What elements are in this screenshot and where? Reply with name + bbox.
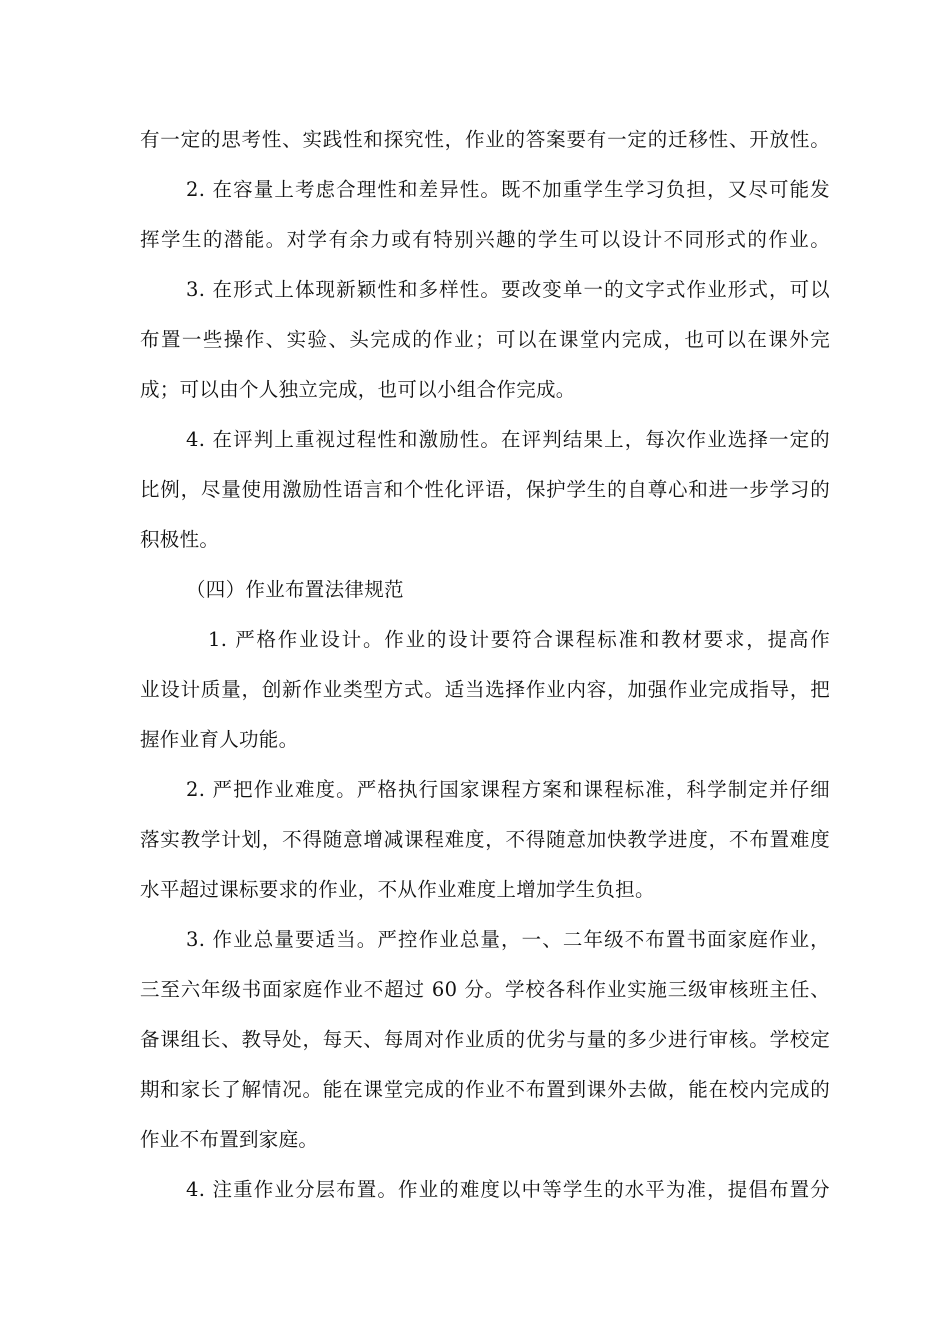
text-line: 2. 在容量上考虑合理性和差异性。既不加重学生学习负担，又尽可能发 [186, 178, 830, 201]
text-line: 1. 严格作业设计。作业的设计要符合课程标准和教材要求，提高作 [208, 628, 830, 651]
text-line: 成；可以由个人独立完成，也可以小组合作完成。 [140, 378, 576, 401]
text-line: 挥学生的潜能。对学有余力或有特别兴趣的学生可以设计不同形式的作业。 [140, 228, 830, 251]
text-line: 2. 严把作业难度。严格执行国家课程方案和课程标准，科学制定并仔细 [186, 778, 830, 801]
text-line: 握作业育人功能。 [140, 728, 299, 751]
text-line: 水平超过课标要求的作业，不从作业难度上增加学生负担。 [140, 878, 655, 901]
text-line: 3. 在形式上体现新颖性和多样性。要改变单一的文字式作业形式，可以 [186, 278, 830, 301]
text-line: 落实教学计划，不得随意增减课程难度，不得随意加快教学进度，不布置难度 [140, 828, 830, 851]
text-line: 有一定的思考性、实践性和探究性，作业的答案要有一定的迁移性、开放性。 [140, 128, 830, 151]
text-line: 作业不布置到家庭。 [140, 1128, 319, 1151]
text-line: 布置一些操作、实验、头完成的作业；可以在课堂内完成，也可以在课外完 [140, 328, 830, 351]
text-line: 业设计质量，创新作业类型方式。适当选择作业内容，加强作业完成指导，把 [140, 678, 830, 701]
text-line: 三至六年级书面家庭作业不超过 60 分。学校各科作业实施三级审核班主任、 [140, 978, 830, 1001]
text-line: 期和家长了解情况。能在课堂完成的作业不布置到课外去做，能在校内完成的 [140, 1078, 830, 1101]
text-line: 积极性。 [140, 528, 220, 551]
text-line: 3. 作业总量要适当。严控作业总量，一、二年级不布置书面家庭作业， [186, 928, 830, 951]
text-line: 4. 注重作业分层布置。作业的难度以中等学生的水平为准，提倡布置分 [186, 1178, 830, 1201]
text-line: 4. 在评判上重视过程性和激励性。在评判结果上，每次作业选择一定的 [186, 428, 830, 451]
text-line: 备课组长、教导处，每天、每周对作业质的优劣与量的多少进行审核。学校定 [140, 1028, 830, 1051]
section-heading: （四）作业布置法律规范 [186, 578, 404, 601]
text-line: 比例，尽量使用激励性语言和个性化评语，保护学生的自尊心和进一步学习的 [140, 478, 830, 501]
